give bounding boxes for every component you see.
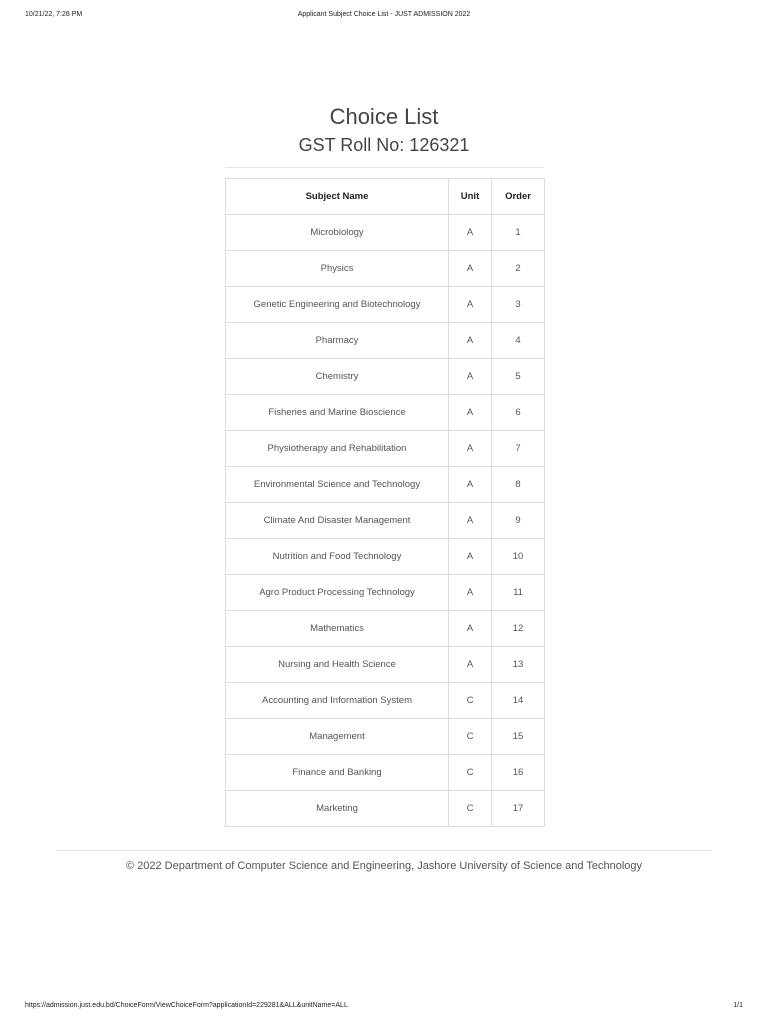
cell-order: 12: [492, 611, 545, 647]
print-document-title: Applicant Subject Choice List - JUST ADMISSION 2022: [297, 11, 471, 18]
print-url: https://admission.just.edu.bd/ChoiceForm/ViewChoiceForm?applicationId=229281&ALL&unitName=ALL: [25, 1002, 348, 1009]
table-row: [226, 647, 545, 683]
cell-unit: C: [449, 791, 492, 827]
table-header-row: [226, 179, 545, 215]
cell-order: 11: [492, 575, 545, 611]
cell-order: 6: [492, 395, 545, 431]
cell-order: 4: [492, 323, 545, 359]
table-row: [226, 755, 545, 791]
roll-number-heading: GST Roll No: 126321: [298, 135, 470, 155]
cell-unit: A: [449, 215, 492, 251]
cell-unit: A: [449, 575, 492, 611]
cell-unit: A: [449, 251, 492, 287]
cell-unit: A: [449, 431, 492, 467]
cell-subject: Marketing: [226, 791, 449, 827]
cell-unit: A: [449, 359, 492, 395]
table-row: [226, 575, 545, 611]
cell-order: 9: [492, 503, 545, 539]
cell-order: 8: [492, 467, 545, 503]
cell-subject: Agro Product Processing Technology: [226, 575, 449, 611]
cell-unit: A: [449, 503, 492, 539]
footer-divider: [56, 850, 712, 851]
column-header-order: Order: [492, 179, 545, 215]
cell-order: 5: [492, 359, 545, 395]
cell-unit: A: [449, 395, 492, 431]
column-header-subject: Subject Name: [226, 179, 449, 215]
cell-subject: Nursing and Health Science: [226, 647, 449, 683]
cell-subject: Environmental Science and Technology: [226, 467, 449, 503]
cell-subject: Microbiology: [226, 215, 449, 251]
cell-unit: A: [449, 467, 492, 503]
table-row: [226, 251, 545, 287]
cell-order: 13: [492, 647, 545, 683]
cell-subject: Climate And Disaster Management: [226, 503, 449, 539]
table-row: [226, 611, 545, 647]
cell-subject: Accounting and Information System: [226, 683, 449, 719]
cell-order: 14: [492, 683, 545, 719]
table-row: [226, 719, 545, 755]
cell-unit: C: [449, 719, 492, 755]
table-row: [226, 503, 545, 539]
cell-unit: A: [449, 323, 492, 359]
cell-subject: Chemistry: [226, 359, 449, 395]
table-row: [226, 683, 545, 719]
table-row: [226, 467, 545, 503]
table-row: [226, 539, 545, 575]
table-row: [226, 323, 545, 359]
table-body: [226, 215, 545, 827]
print-datetime: 10/21/22, 7:28 PM: [25, 11, 83, 18]
cell-unit: A: [449, 287, 492, 323]
table-row: [226, 359, 545, 395]
cell-order: 16: [492, 755, 545, 791]
cell-order: 15: [492, 719, 545, 755]
cell-unit: A: [449, 611, 492, 647]
cell-order: 1: [492, 215, 545, 251]
table-row: [226, 215, 545, 251]
cell-subject: Fisheries and Marine Bioscience: [226, 395, 449, 431]
cell-order: 7: [492, 431, 545, 467]
cell-subject: Mathematics: [226, 611, 449, 647]
cell-order: 2: [492, 251, 545, 287]
cell-order: 10: [492, 539, 545, 575]
cell-subject: Genetic Engineering and Biotechnology: [226, 287, 449, 323]
cell-unit: C: [449, 755, 492, 791]
copyright-text: © 2022 Department of Computer Science and Engineering, Jashore University of Science and Technology: [125, 860, 643, 872]
cell-order: 3: [492, 287, 545, 323]
cell-order: 17: [492, 791, 545, 827]
cell-subject: Physics: [226, 251, 449, 287]
cell-subject: Pharmacy: [226, 323, 449, 359]
cell-unit: C: [449, 683, 492, 719]
table-row: [226, 431, 545, 467]
cell-subject: Physiotherapy and Rehabilitation: [226, 431, 449, 467]
cell-subject: Management: [226, 719, 449, 755]
cell-unit: A: [449, 647, 492, 683]
print-page-number: 1/1: [733, 1002, 743, 1009]
print-header: [0, 11, 768, 23]
cell-subject: Nutrition and Food Technology: [226, 539, 449, 575]
table-row: [226, 395, 545, 431]
column-header-unit: Unit: [449, 179, 492, 215]
table-row: [226, 791, 545, 827]
choice-table: [225, 178, 545, 827]
title-divider: [225, 167, 544, 168]
cell-subject: Finance and Banking: [226, 755, 449, 791]
page-title: Choice List: [329, 104, 439, 129]
print-footer: [0, 1002, 768, 1014]
cell-unit: A: [449, 539, 492, 575]
table-row: [226, 287, 545, 323]
